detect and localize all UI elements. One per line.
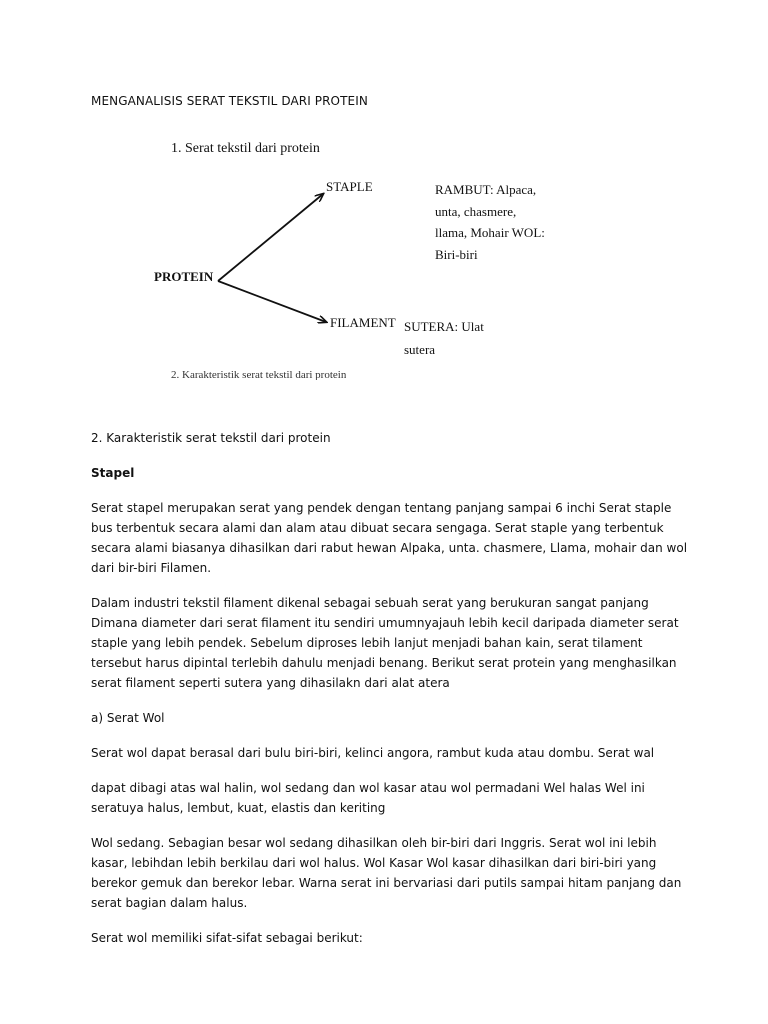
node-protein: PROTEIN (154, 269, 214, 284)
classification-diagram (140, 132, 560, 382)
node-staple: STAPLE (326, 179, 373, 194)
wol-heading: a) Serat Wol (91, 711, 165, 725)
cutoff-caption: 2. Karakteristik serat tekstil dari protein (171, 370, 347, 380)
wol-paragraph-2: dapat dibagi atas wal halin, wol sedang dan wol kasar atau wol permadani Wel halas Wel ini seratuya halus, lembut, kuat, elastis dan keriting (91, 781, 645, 815)
document-body (91, 428, 691, 963)
stapel-heading: Stapel (91, 466, 135, 480)
arrow-to-filament (218, 281, 326, 322)
wol-paragraph-1: Serat wol dapat berasal dari bulu biri-biri, kelinci angora, rambut kuda atau dombu. Serat wal (91, 746, 655, 760)
section-heading: 2. Karakteristik serat tekstil dari protein (91, 431, 331, 445)
page-title: MENGANALISIS SERAT TEKSTIL DARI PROTEIN (91, 94, 368, 108)
arrow-to-staple (218, 194, 323, 281)
node-filament: FILAMENT (330, 315, 396, 330)
wol-paragraph-3: Wol sedang. Sebagian besar wol sedang dihasilkan oleh bir-biri dari Inggris. Serat wol ini lebih kasar, lebihdan lebih berkilau dari wol halus. Wol Kasar Wol kasar dihasilkan dari biri-biri yang berekor gemuk dan berekor lebar. Warna serat ini bervariasi dari putils sampai hitam panjang dan serat bagian dalam halus. (91, 836, 682, 910)
staple-description: RAMBUT: Alpaca, unta, chasmere, llama, Mohair WOL: Biri-biri (435, 182, 545, 262)
filament-paragraph: Dalam industri tekstil filament dikenal sebagai sebuah serat yang berukuran sangat panjang Dimana diameter dari serat filament itu sendiri umumnyajauh lebih kecil daripada diameter serat staple yang lebih pendek. Sebelum diproses lebih lanjut menjadi bahan kain, serat tilament tersebut harus dipintal terlebih dahulu menjadi benang. Berikut serat protein yang menghasilkan serat filament seperti sutera yang dihasilakn dari alat atera (91, 596, 679, 690)
diagram-heading: 1. Serat tekstil dari protein (171, 141, 320, 156)
filament-description: SUTERA: Ulat sutera (404, 319, 484, 357)
wol-properties-intro: Serat wol memiliki sifat-sifat sebagai berikut: (91, 931, 363, 945)
stapel-paragraph: Serat stapel merupakan serat yang pendek dengan tentang panjang sampai 6 inchi Serat staple bus terbentuk secara alami dan alam atau dibuat secara sengaga. Serat staple yang terbentuk secara alami biasanya dihasilkan dari rabut hewan Alpaka, unta. chasmere, Llama, mohair dan wol dari bir-biri Filamen. (91, 501, 688, 575)
